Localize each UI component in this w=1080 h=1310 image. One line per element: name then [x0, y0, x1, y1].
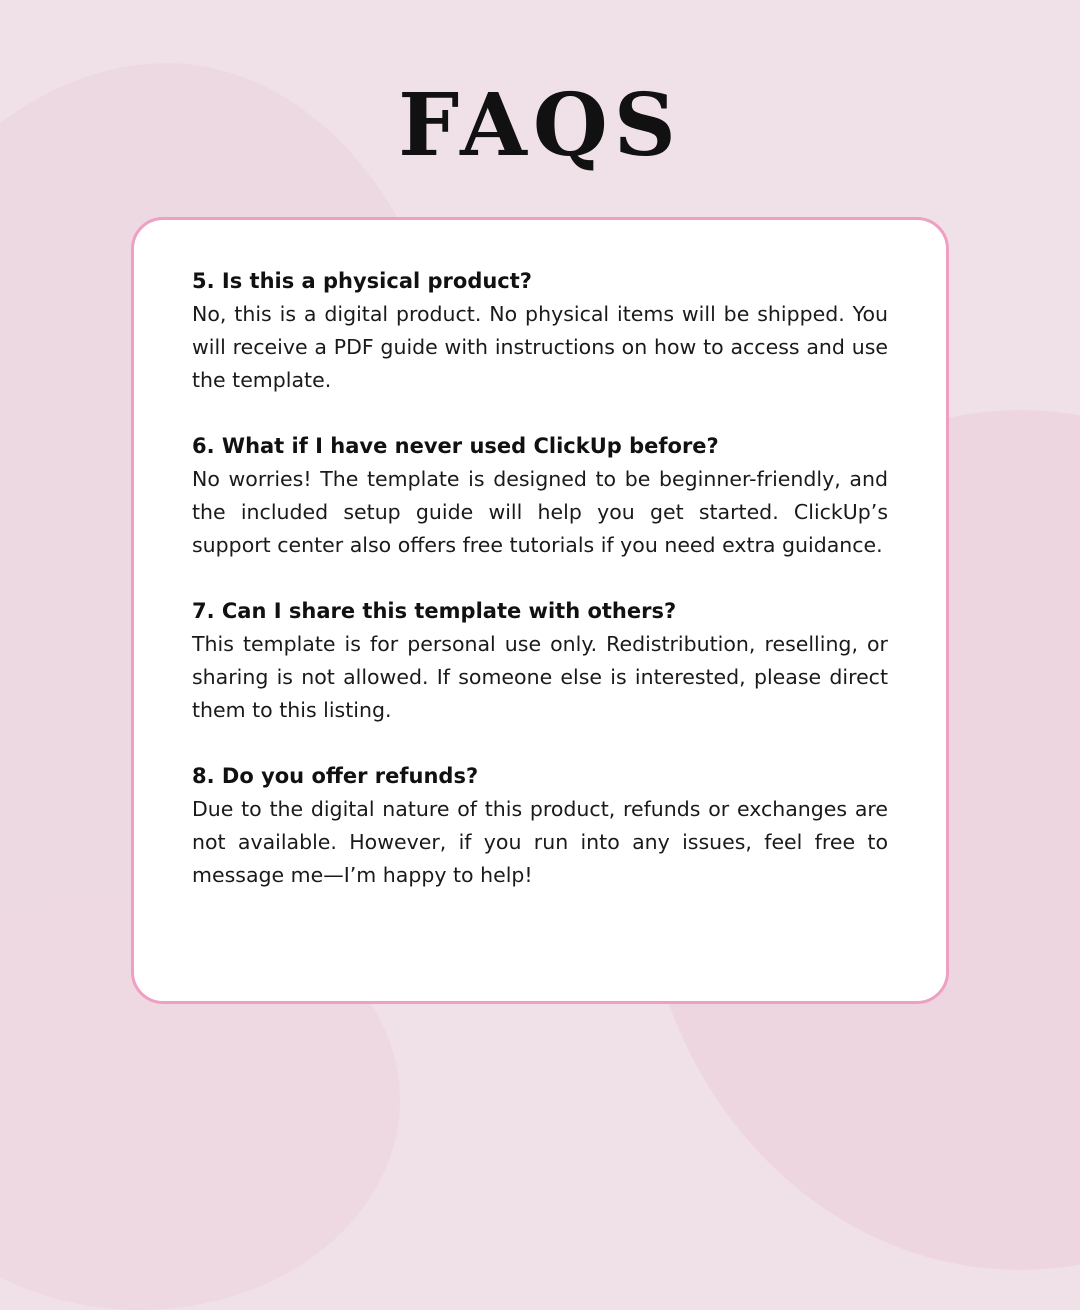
faq-question: 5. Is this a physical product?: [192, 269, 532, 293]
faq-item: [192, 760, 888, 892]
faq-item: [192, 595, 888, 727]
faq-item: [192, 265, 888, 397]
faq-question: 7. Can I share this template with others?: [192, 599, 677, 623]
faq-question: 8. Do you offer refunds?: [192, 764, 479, 788]
faq-answer: This template is for personal use only. Redistribution, reselling, or sharing is not allowed. If someone else is interested, please direct them to this listing.: [192, 632, 888, 722]
faq-question: 6. What if I have never used ClickUp before?: [192, 434, 719, 458]
faq-card: [131, 217, 949, 1004]
faq-answer: Due to the digital nature of this product, refunds or exchanges are not available. However, if you run into any issues, feel free to message me—I’m happy to help!: [192, 797, 888, 887]
faq-item: [192, 430, 888, 562]
faq-answer: No, this is a digital product. No physical items will be shipped. You will receive a PDF guide with instructions on how to access and use the template.: [192, 302, 888, 392]
faq-answer: No worries! The template is designed to be beginner-friendly, and the included setup guide will help you get started. ClickUp’s support center also offers free tutorials if you need extra guidance.: [192, 467, 888, 557]
page-title: FAQS: [398, 75, 682, 176]
